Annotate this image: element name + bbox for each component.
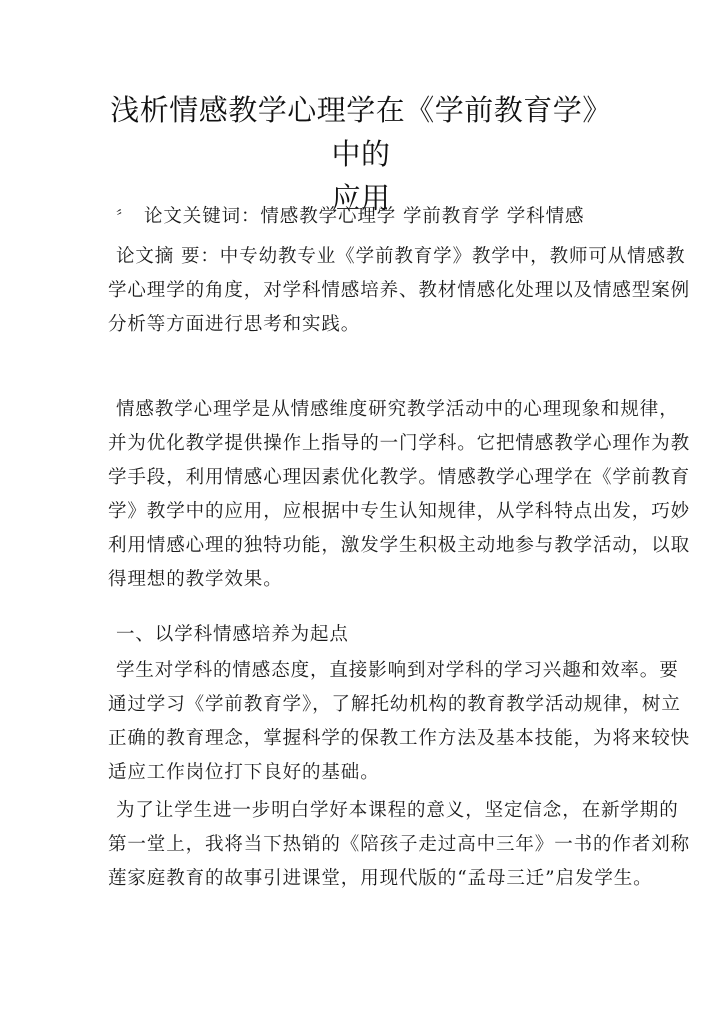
section1-para1-line: 适应工作岗位打下良好的基础。 xyxy=(108,762,380,783)
keywords-line xyxy=(108,205,584,229)
section1-para1-line: 正确的教育理念，掌握科学的保教工作方法及基本技能，为将来较快 xyxy=(108,728,691,749)
section1-para1-line: 学生对学科的情感态度，直接影响到对学科的学习兴趣和效率。要 xyxy=(116,660,679,681)
intro-line: 情感教学心理学是从情感维度研究教学活动中的心理现象和规律， xyxy=(116,399,679,420)
intro-line: 学》教学中的应用，应根据中专生认知规律，从学科特点出发，巧妙 xyxy=(108,501,691,522)
document-title xyxy=(108,88,614,220)
intro-line: 并为优化教学提供操作上指导的一门学科。它把情感教学心理作为教 xyxy=(108,433,691,454)
title-line-2: 应用 xyxy=(331,181,391,215)
abstract-line: 学心理学的角度，对学科情感培养、教材情感化处理以及情感型案例 xyxy=(108,280,691,301)
abstract-line: 论文摘 要：中专幼教专业《学前教育学》教学中，教师可从情感教 xyxy=(116,246,686,267)
section1-para2-line: 莲家庭教育的故事引进课堂，用现代版的“孟母三迁”启发学生。 xyxy=(108,868,653,889)
intro-line: 学手段，利用情感心理因素优化教学。情感教学心理学在《学前教育 xyxy=(108,467,691,488)
section1-para2-line: 为了让学生进一步明白学好本课程的意义，坚定信念，在新学期的 xyxy=(116,800,679,821)
section-heading: 一、以学科情感培养为起点 xyxy=(116,624,349,645)
title-line-1: 浅析情感教学心理学在《学前教育学》中的 xyxy=(110,93,612,171)
intro-line: 得理想的教学效果。 xyxy=(108,569,283,590)
abstract-line: 分析等方面进行思考和实践。 xyxy=(108,314,361,335)
keywords-text: 论文关键词：情感教学心理学 学前教育学 学科情感 xyxy=(144,206,585,227)
section1-para2-line: 第一堂上，我将当下热销的《陪孩子走过高中三年》一书的作者刘称 xyxy=(108,834,691,855)
quote-mark-icon: 〞 xyxy=(116,208,132,226)
intro-line: 利用情感心理的独特功能，激发学生积极主动地参与教学活动，以取 xyxy=(108,535,691,556)
section1-para1-line: 通过学习《学前教育学》，了解托幼机构的教育教学活动规律，树立 xyxy=(108,694,681,715)
